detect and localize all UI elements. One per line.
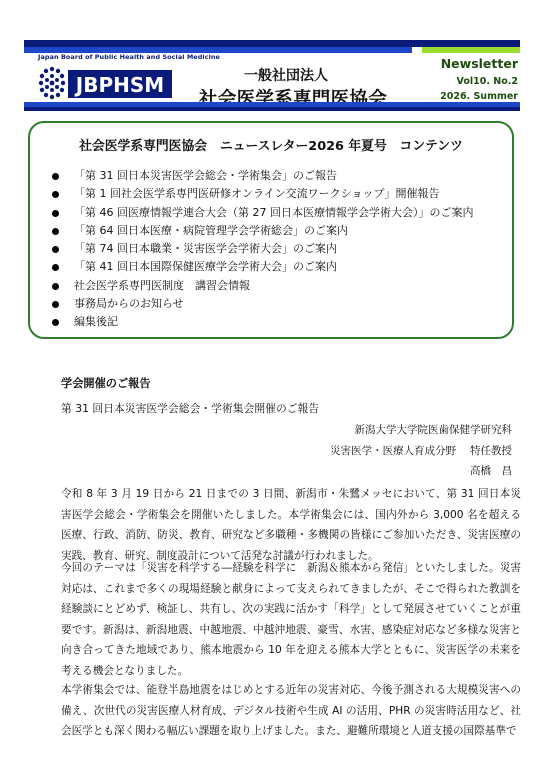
contents-item[interactable]: 事務局からのお知らせ [52, 295, 473, 313]
bullet-icon [52, 228, 59, 235]
bullet-icon [52, 301, 59, 308]
contents-item[interactable]: 「第 46 回医療情報学連合大会（第 27 回日本医療情報学会学術大会）」のご案内 [52, 204, 473, 222]
board-english-name: Japan Board of Public Health and Social Medicine [38, 53, 220, 61]
article-title: 第 31 回日本災害医学会総会・学術集会開催のご報告 [61, 402, 320, 415]
contents-item[interactable]: 「第 1 回社会医学系専門医研修オンライン交流ワークショップ」開催報告 [52, 185, 473, 203]
bullet-icon [52, 191, 59, 198]
bullet-icon [52, 173, 59, 180]
article-paragraph: 令和 8 年 3 月 19 日から 21 日までの 3 日間、新潟市・朱鷺メッセにおいて、第 31 回日本災害医学会総会・学術集会を開催いたしました。本学術集会には、国内外から 3,000 名を超える医療、行政、消防、防災、教育、研究など多職種・多機関の皆様にご参加いただき、災害医療の実践、教育、研究、制度設計について活発な討議が行われました。 [61, 488, 521, 562]
bullet-icon [52, 210, 59, 217]
contents-title: 社会医学系専門医協会 ニュースレター2026 年夏号 コンテンツ [79, 139, 463, 154]
bullet-icon [52, 319, 59, 326]
author-position: 災害医学・医療人育成分野 特任教授 [330, 445, 512, 457]
contents-item[interactable]: 「第 74 回日本職業・災害医学会学術大会」のご案内 [52, 240, 473, 258]
volume-number: Vol10. No.2 [456, 76, 518, 87]
section-heading: 学会開催のご報告 [61, 377, 151, 390]
org-name: 社会医学系専門医協会 [199, 89, 388, 110]
contents-item[interactable]: 「第 64 回日本医療・病院管理学会学術総会」のご案内 [52, 222, 473, 240]
author-name: 高橋 昌 [470, 465, 512, 477]
bullet-icon [52, 246, 59, 253]
contents-item[interactable]: 編集後記 [52, 313, 473, 331]
article-paragraph: 本学術集会では、能登半島地震をはじめとする近年の災害対応、今後予測される大規模災害への備え、次世代の災害医療人材育成、デジタル技術や生成 AI の活用、PHR の災害時活用など、社会医学とも深く関わる幅広い課題を取り上げました。また、避難所環境と人道支援の国際基準で [61, 684, 521, 737]
contents-box [28, 121, 514, 339]
logo-text: JBPHSM [75, 73, 165, 97]
author-affiliation: 新潟大学大学院医歯保健学研究科 [354, 424, 512, 436]
header-divider-dark [24, 107, 520, 111]
bullet-icon [52, 283, 59, 290]
newsletter-label: Newsletter [440, 56, 518, 71]
newsletter-header [24, 40, 520, 110]
bullet-icon [52, 264, 59, 271]
contents-item[interactable]: 社会医学系専門医制度 講習会情報 [52, 277, 473, 295]
article-paragraph: 今回のテーマは「災害を科学する―経験を科学に 新潟＆熊本から発信」といたしました。災害対応は、これまで多くの現場経験と献身によって支えられてきましたが、そこで得られた教訓を経験談にとどめず、検証し、共有し、次の実践に活かす「科学」として発展させていくことが重要です。新潟は、新潟地震、中越地震、中越沖地震、豪雪、水害、感染症対応など多様な災害と向き合ってきた地域であり、熊本地震から 10 年を迎える熊本大学とともに、災害医学の未来を考える機会となりました。 [61, 562, 521, 677]
contents-item[interactable]: 「第 31 回日本災害医学会総会・学術集会」のご報告 [52, 167, 473, 185]
contents-list [52, 167, 473, 332]
org-type: 一般社団法人 [244, 68, 328, 84]
contents-item[interactable]: 「第 41 回日本国際保健医療学会学術大会」のご案内 [52, 258, 473, 276]
jbphsm-logo-icon [38, 65, 172, 101]
issue-date: 2026. Summer [440, 91, 518, 102]
